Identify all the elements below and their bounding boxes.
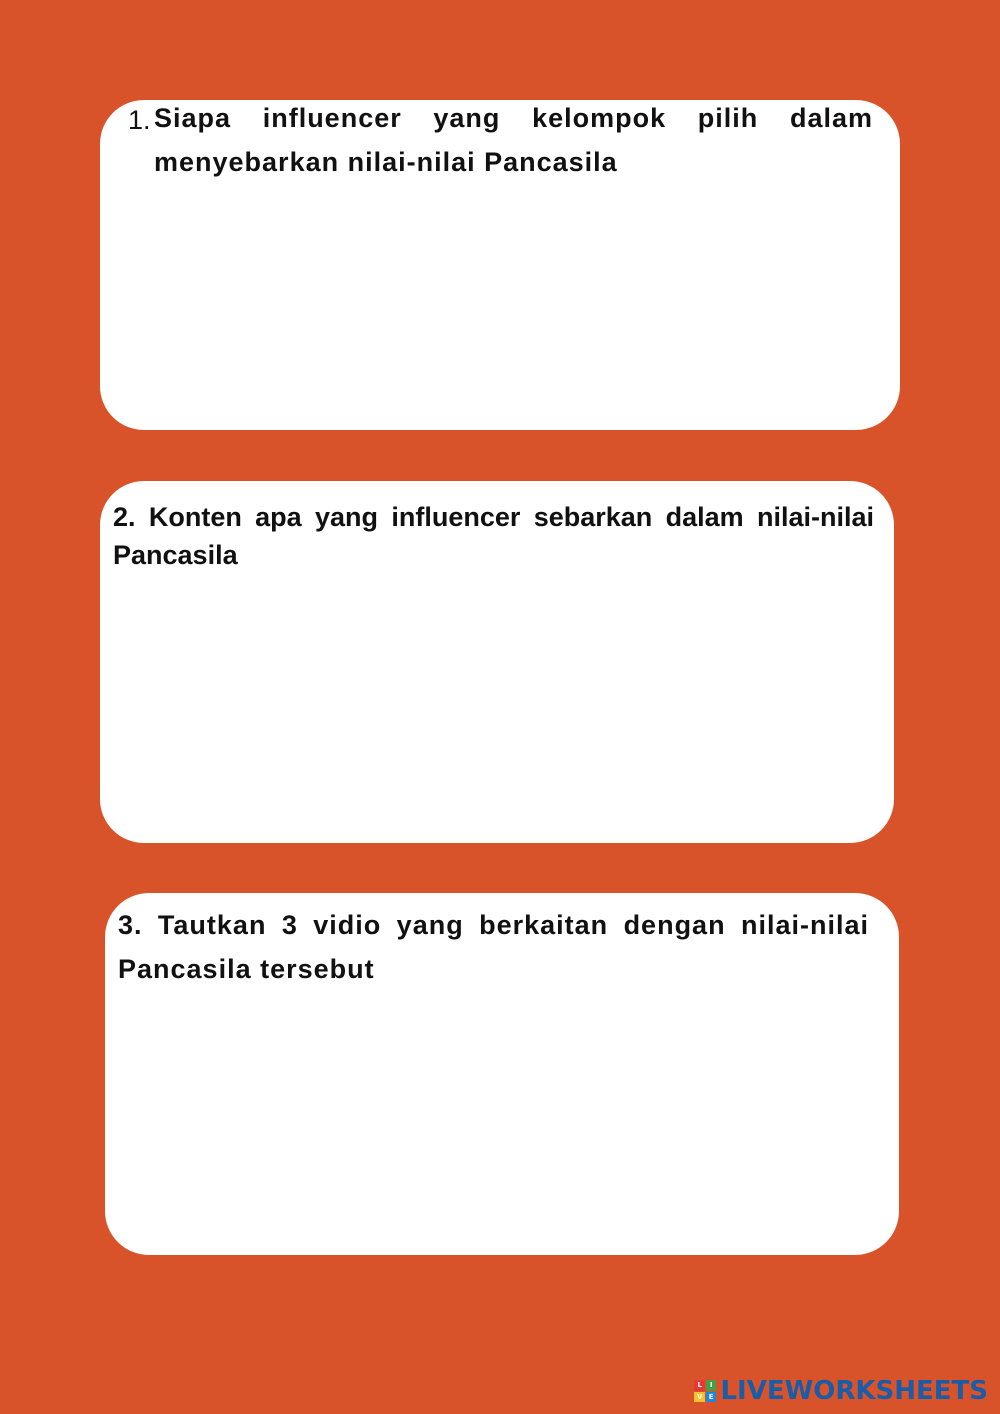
answer-field[interactable]: [120, 591, 874, 823]
question-text: 3. Tautkan 3 vidio yang berkaitan dengan nilai-nilai Pancasila tersebut: [118, 910, 869, 984]
logo-letter: V: [694, 1392, 705, 1403]
liveworksheets-logo-icon: [694, 1380, 716, 1402]
logo-letter: I: [706, 1380, 717, 1391]
question-number: 1.: [128, 105, 151, 135]
liveworksheets-brand: [694, 1376, 988, 1406]
logo-letter: L: [694, 1380, 705, 1391]
question-text: Siapa influencer yang kelompok pilih dalam menyebarkan nilai-nilai Pancasila: [154, 103, 873, 177]
question-card-1: [100, 100, 900, 430]
logo-letter: E: [706, 1392, 717, 1403]
answer-field[interactable]: [125, 1003, 879, 1235]
question-text: 2. Konten apa yang influencer sebarkan dalam nilai-nilai Pancasila: [113, 502, 874, 570]
question-card-3: [105, 893, 899, 1255]
answer-field[interactable]: [120, 210, 880, 410]
question-card-2: [100, 481, 894, 843]
brand-name: LIVEWORKSHEETS: [720, 1376, 988, 1406]
